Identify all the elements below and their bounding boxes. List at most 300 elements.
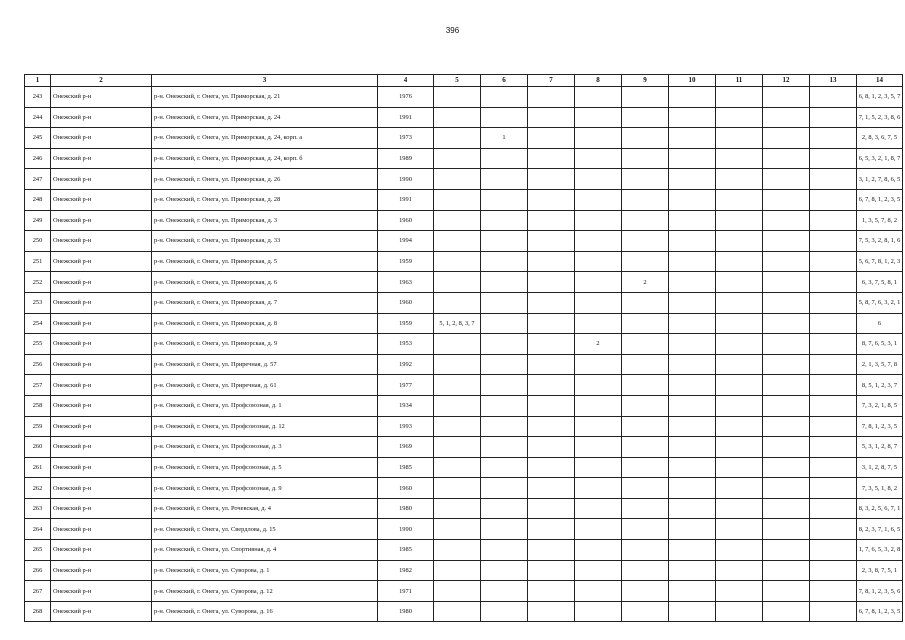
column-8-cell <box>575 560 622 581</box>
column-11-cell <box>716 251 763 272</box>
column-11-cell <box>716 210 763 231</box>
row-number: 261 <box>25 457 51 478</box>
year-cell: 1994 <box>378 231 434 252</box>
address-cell: р-н. Онежский, г. Онега, ул. Профсоюзная, д. 12 <box>152 416 378 437</box>
address-cell: р-н. Онежский, г. Онега, ул. Приморская, д. 3 <box>152 210 378 231</box>
column-header-8: 8 <box>575 75 622 87</box>
address-cell: р-н. Онежский, г. Онега, ул. Спортивная, д. 4 <box>152 540 378 561</box>
column-7-cell <box>528 313 575 334</box>
row-number: 260 <box>25 437 51 458</box>
column-header-11: 11 <box>716 75 763 87</box>
column-5-cell <box>434 416 481 437</box>
column-6-cell <box>481 251 528 272</box>
district-cell: Онежский р-н <box>51 581 152 602</box>
column-9-cell <box>622 148 669 169</box>
table-row <box>25 416 903 437</box>
column-6-cell <box>481 231 528 252</box>
column-9-cell <box>622 437 669 458</box>
column-6-cell: 1 <box>481 128 528 149</box>
column-7-cell <box>528 395 575 416</box>
column-6-cell <box>481 601 528 622</box>
column-5-cell <box>434 272 481 293</box>
row-number: 264 <box>25 519 51 540</box>
table-row <box>25 251 903 272</box>
column-13-cell <box>810 231 857 252</box>
year-cell: 1985 <box>378 457 434 478</box>
table-row <box>25 87 903 108</box>
column-8-cell <box>575 251 622 272</box>
column-9-cell <box>622 87 669 108</box>
column-6-cell <box>481 581 528 602</box>
column-10-cell <box>669 375 716 396</box>
row-number: 263 <box>25 498 51 519</box>
address-cell: р-н. Онежский, г. Онега, ул. Приморская, д. 24 <box>152 107 378 128</box>
district-cell: Онежский р-н <box>51 334 152 355</box>
column-11-cell <box>716 148 763 169</box>
column-12-cell <box>763 437 810 458</box>
address-cell: р-н. Онежский, г. Онега, ул. Приморская, д. 33 <box>152 231 378 252</box>
column-12-cell <box>763 148 810 169</box>
column-14-cell: 6, 8, 1, 2, 3, 5, 7 <box>857 87 903 108</box>
column-13-cell <box>810 581 857 602</box>
row-number: 247 <box>25 169 51 190</box>
column-5-cell <box>434 107 481 128</box>
row-number: 253 <box>25 292 51 313</box>
column-8-cell <box>575 601 622 622</box>
column-9-cell: 2 <box>622 272 669 293</box>
column-5-cell <box>434 292 481 313</box>
column-5-cell <box>434 231 481 252</box>
table-row <box>25 210 903 231</box>
column-10-cell <box>669 354 716 375</box>
year-cell: 1990 <box>378 519 434 540</box>
column-8-cell <box>575 395 622 416</box>
district-cell: Онежский р-н <box>51 189 152 210</box>
column-5-cell <box>434 189 481 210</box>
column-5-cell <box>434 540 481 561</box>
column-12-cell <box>763 169 810 190</box>
column-10-cell <box>669 334 716 355</box>
year-cell: 1934 <box>378 395 434 416</box>
column-header-4: 4 <box>378 75 434 87</box>
column-13-cell <box>810 128 857 149</box>
year-cell: 1991 <box>378 107 434 128</box>
header-row <box>25 75 903 87</box>
column-8-cell <box>575 210 622 231</box>
column-11-cell <box>716 395 763 416</box>
column-10-cell <box>669 581 716 602</box>
column-11-cell <box>716 437 763 458</box>
column-10-cell <box>669 292 716 313</box>
district-cell: Онежский р-н <box>51 107 152 128</box>
page-number: 396 <box>445 26 460 35</box>
column-10-cell <box>669 437 716 458</box>
address-cell: р-н. Онежский, г. Онега, ул. Суворова, д. 12 <box>152 581 378 602</box>
column-11-cell <box>716 87 763 108</box>
table-row <box>25 519 903 540</box>
address-cell: р-н. Онежский, г. Онега, ул. Суворова, д. 16 <box>152 601 378 622</box>
table-row <box>25 395 903 416</box>
column-7-cell <box>528 251 575 272</box>
column-header-3: 3 <box>152 75 378 87</box>
row-number: 266 <box>25 560 51 581</box>
row-number: 246 <box>25 148 51 169</box>
column-14-cell: 6, 5, 3, 2, 1, 8, 7 <box>857 148 903 169</box>
column-8-cell <box>575 292 622 313</box>
column-8-cell <box>575 148 622 169</box>
column-9-cell <box>622 189 669 210</box>
column-6-cell <box>481 354 528 375</box>
column-10-cell <box>669 272 716 293</box>
column-5-cell <box>434 334 481 355</box>
column-8-cell <box>575 128 622 149</box>
column-6-cell <box>481 416 528 437</box>
column-14-cell: 6, 3, 7, 5, 8, 1 <box>857 272 903 293</box>
column-7-cell <box>528 148 575 169</box>
housing-table <box>24 74 903 622</box>
district-cell: Онежский р-н <box>51 148 152 169</box>
row-number: 244 <box>25 107 51 128</box>
column-6-cell <box>481 334 528 355</box>
year-cell: 1991 <box>378 189 434 210</box>
column-5-cell <box>434 87 481 108</box>
column-7-cell <box>528 231 575 252</box>
district-cell: Онежский р-н <box>51 498 152 519</box>
column-13-cell <box>810 354 857 375</box>
column-10-cell <box>669 87 716 108</box>
row-number: 245 <box>25 128 51 149</box>
column-9-cell <box>622 231 669 252</box>
table-row <box>25 581 903 602</box>
column-7-cell <box>528 416 575 437</box>
column-8-cell <box>575 107 622 128</box>
column-7-cell <box>528 498 575 519</box>
column-7-cell <box>528 292 575 313</box>
column-8-cell <box>575 519 622 540</box>
column-7-cell <box>528 519 575 540</box>
column-9-cell <box>622 540 669 561</box>
column-6-cell <box>481 169 528 190</box>
table-row <box>25 601 903 622</box>
column-10-cell <box>669 107 716 128</box>
year-cell: 1993 <box>378 416 434 437</box>
column-10-cell <box>669 251 716 272</box>
district-cell: Онежский р-н <box>51 313 152 334</box>
address-cell: р-н. Онежский, г. Онега, ул. Рочевская, д. 4 <box>152 498 378 519</box>
column-14-cell: 8, 7, 6, 5, 3, 1 <box>857 334 903 355</box>
column-13-cell <box>810 189 857 210</box>
address-cell: р-н. Онежский, г. Онега, ул. Приморская, д. 26 <box>152 169 378 190</box>
row-number: 256 <box>25 354 51 375</box>
column-7-cell <box>528 540 575 561</box>
column-12-cell <box>763 210 810 231</box>
row-number: 268 <box>25 601 51 622</box>
address-cell: р-н. Онежский, г. Онега, ул. Приморская, д. 6 <box>152 272 378 293</box>
address-cell: р-н. Онежский, г. Онега, ул. Свердлова, д. 15 <box>152 519 378 540</box>
row-number: 248 <box>25 189 51 210</box>
column-9-cell <box>622 313 669 334</box>
table-row <box>25 313 903 334</box>
column-12-cell <box>763 540 810 561</box>
year-cell: 1982 <box>378 560 434 581</box>
column-13-cell <box>810 251 857 272</box>
district-cell: Онежский р-н <box>51 292 152 313</box>
column-6-cell <box>481 498 528 519</box>
column-5-cell: 5, 1, 2, 8, 3, 7 <box>434 313 481 334</box>
column-10-cell <box>669 457 716 478</box>
address-cell: р-н. Онежский, г. Онега, ул. Приречная, д. 57 <box>152 354 378 375</box>
column-14-cell: 7, 1, 5, 2, 3, 8, 6 <box>857 107 903 128</box>
year-cell: 1953 <box>378 334 434 355</box>
column-6-cell <box>481 375 528 396</box>
row-number: 243 <box>25 87 51 108</box>
column-9-cell <box>622 560 669 581</box>
column-9-cell <box>622 519 669 540</box>
district-cell: Онежский р-н <box>51 375 152 396</box>
column-10-cell <box>669 395 716 416</box>
column-header-10: 10 <box>669 75 716 87</box>
table-row <box>25 292 903 313</box>
column-6-cell <box>481 210 528 231</box>
column-11-cell <box>716 107 763 128</box>
table-row <box>25 437 903 458</box>
column-11-cell <box>716 272 763 293</box>
column-7-cell <box>528 334 575 355</box>
column-9-cell <box>622 395 669 416</box>
column-13-cell <box>810 169 857 190</box>
column-6-cell <box>481 437 528 458</box>
column-8-cell <box>575 437 622 458</box>
row-number: 254 <box>25 313 51 334</box>
table-row <box>25 128 903 149</box>
column-header-1: 1 <box>25 75 51 87</box>
column-5-cell <box>434 560 481 581</box>
column-13-cell <box>810 210 857 231</box>
column-header-7: 7 <box>528 75 575 87</box>
column-11-cell <box>716 601 763 622</box>
column-13-cell <box>810 560 857 581</box>
year-cell: 1960 <box>378 210 434 231</box>
year-cell: 1963 <box>378 272 434 293</box>
column-9-cell <box>622 375 669 396</box>
column-7-cell <box>528 128 575 149</box>
column-5-cell <box>434 128 481 149</box>
column-13-cell <box>810 148 857 169</box>
district-cell: Онежский р-н <box>51 416 152 437</box>
column-12-cell <box>763 457 810 478</box>
column-14-cell: 1, 7, 6, 5, 3, 2, 8 <box>857 540 903 561</box>
year-cell: 1960 <box>378 292 434 313</box>
district-cell: Онежский р-н <box>51 272 152 293</box>
column-9-cell <box>622 107 669 128</box>
column-12-cell <box>763 375 810 396</box>
column-10-cell <box>669 128 716 149</box>
column-10-cell <box>669 601 716 622</box>
column-11-cell <box>716 128 763 149</box>
column-6-cell <box>481 313 528 334</box>
column-11-cell <box>716 478 763 499</box>
district-cell: Онежский р-н <box>51 128 152 149</box>
column-7-cell <box>528 87 575 108</box>
column-7-cell <box>528 272 575 293</box>
column-13-cell <box>810 272 857 293</box>
column-header-13: 13 <box>810 75 857 87</box>
column-13-cell <box>810 437 857 458</box>
column-13-cell <box>810 478 857 499</box>
column-12-cell <box>763 478 810 499</box>
table-row <box>25 354 903 375</box>
column-8-cell <box>575 313 622 334</box>
column-12-cell <box>763 334 810 355</box>
column-12-cell <box>763 601 810 622</box>
column-5-cell <box>434 148 481 169</box>
address-cell: р-н. Онежский, г. Онега, ул. Приморская, д. 28 <box>152 189 378 210</box>
column-7-cell <box>528 601 575 622</box>
column-7-cell <box>528 560 575 581</box>
column-header-2: 2 <box>51 75 152 87</box>
table-row <box>25 334 903 355</box>
table-row <box>25 540 903 561</box>
column-12-cell <box>763 416 810 437</box>
column-12-cell <box>763 128 810 149</box>
year-cell: 1985 <box>378 540 434 561</box>
column-header-5: 5 <box>434 75 481 87</box>
column-14-cell: 2, 3, 8, 7, 5, 1 <box>857 560 903 581</box>
address-cell: р-н. Онежский, г. Онега, ул. Профсоюзная, д. 5 <box>152 457 378 478</box>
district-cell: Онежский р-н <box>51 87 152 108</box>
table-row <box>25 107 903 128</box>
column-11-cell <box>716 375 763 396</box>
column-14-cell: 5, 8, 7, 6, 3, 2, 1 <box>857 292 903 313</box>
column-7-cell <box>528 354 575 375</box>
address-cell: р-н. Онежский, г. Онега, ул. Приморская, д. 8 <box>152 313 378 334</box>
address-cell: р-н. Онежский, г. Онега, ул. Профсоюзная, д. 9 <box>152 478 378 499</box>
column-7-cell <box>528 478 575 499</box>
column-13-cell <box>810 375 857 396</box>
column-9-cell <box>622 457 669 478</box>
column-12-cell <box>763 395 810 416</box>
column-12-cell <box>763 292 810 313</box>
column-11-cell <box>716 498 763 519</box>
column-header-12: 12 <box>763 75 810 87</box>
district-cell: Онежский р-н <box>51 210 152 231</box>
column-7-cell <box>528 107 575 128</box>
column-14-cell: 2, 8, 3, 6, 7, 5 <box>857 128 903 149</box>
column-11-cell <box>716 581 763 602</box>
column-14-cell: 3, 1, 2, 8, 7, 5 <box>857 457 903 478</box>
column-11-cell <box>716 292 763 313</box>
column-7-cell <box>528 457 575 478</box>
column-12-cell <box>763 231 810 252</box>
year-cell: 1971 <box>378 581 434 602</box>
table-row <box>25 272 903 293</box>
year-cell: 1992 <box>378 354 434 375</box>
district-cell: Онежский р-н <box>51 169 152 190</box>
column-7-cell <box>528 581 575 602</box>
column-7-cell <box>528 169 575 190</box>
column-6-cell <box>481 107 528 128</box>
column-13-cell <box>810 292 857 313</box>
row-number: 258 <box>25 395 51 416</box>
address-cell: р-н. Онежский, г. Онега, ул. Профсоюзная, д. 1 <box>152 395 378 416</box>
column-7-cell <box>528 210 575 231</box>
column-9-cell <box>622 292 669 313</box>
column-12-cell <box>763 498 810 519</box>
column-8-cell <box>575 498 622 519</box>
column-8-cell <box>575 478 622 499</box>
row-number: 252 <box>25 272 51 293</box>
column-8-cell <box>575 87 622 108</box>
column-9-cell <box>622 354 669 375</box>
year-cell: 1980 <box>378 601 434 622</box>
year-cell: 1959 <box>378 313 434 334</box>
column-14-cell: 7, 5, 3, 2, 8, 1, 6 <box>857 231 903 252</box>
column-14-cell: 8, 3, 2, 5, 6, 7, 1 <box>857 498 903 519</box>
column-11-cell <box>716 189 763 210</box>
row-number: 257 <box>25 375 51 396</box>
district-cell: Онежский р-н <box>51 251 152 272</box>
column-10-cell <box>669 478 716 499</box>
address-cell: р-н. Онежский, г. Онега, ул. Профсоюзная, д. 3 <box>152 437 378 458</box>
column-6-cell <box>481 272 528 293</box>
column-14-cell: 1, 3, 5, 7, 8, 2 <box>857 210 903 231</box>
table-body <box>25 87 903 622</box>
table-row <box>25 498 903 519</box>
address-cell: р-н. Онежский, г. Онега, ул. Приморская, д. 24, корп. б <box>152 148 378 169</box>
address-cell: р-н. Онежский, г. Онега, ул. Приморская, д. 9 <box>152 334 378 355</box>
column-5-cell <box>434 354 481 375</box>
column-10-cell <box>669 210 716 231</box>
column-12-cell <box>763 272 810 293</box>
column-10-cell <box>669 560 716 581</box>
column-6-cell <box>481 189 528 210</box>
table-row <box>25 375 903 396</box>
column-10-cell <box>669 498 716 519</box>
column-8-cell <box>575 189 622 210</box>
column-9-cell <box>622 128 669 149</box>
column-6-cell <box>481 519 528 540</box>
district-cell: Онежский р-н <box>51 519 152 540</box>
column-13-cell <box>810 519 857 540</box>
column-7-cell <box>528 375 575 396</box>
column-11-cell <box>716 231 763 252</box>
column-12-cell <box>763 251 810 272</box>
district-cell: Онежский р-н <box>51 231 152 252</box>
address-cell: р-н. Онежский, г. Онега, ул. Приморская, д. 5 <box>152 251 378 272</box>
column-14-cell: 6, 7, 8, 1, 2, 3, 5 <box>857 189 903 210</box>
column-5-cell <box>434 498 481 519</box>
column-9-cell <box>622 498 669 519</box>
column-8-cell <box>575 231 622 252</box>
column-6-cell <box>481 540 528 561</box>
column-14-cell: 6, 7, 8, 1, 2, 3, 5 <box>857 601 903 622</box>
table-row <box>25 148 903 169</box>
column-8-cell <box>575 416 622 437</box>
column-9-cell <box>622 581 669 602</box>
column-9-cell <box>622 169 669 190</box>
column-6-cell <box>481 292 528 313</box>
year-cell: 1980 <box>378 498 434 519</box>
column-11-cell <box>716 313 763 334</box>
column-5-cell <box>434 375 481 396</box>
column-9-cell <box>622 334 669 355</box>
district-cell: Онежский р-н <box>51 601 152 622</box>
column-10-cell <box>669 540 716 561</box>
column-14-cell: 8, 2, 3, 7, 1, 6, 5 <box>857 519 903 540</box>
column-8-cell <box>575 169 622 190</box>
column-12-cell <box>763 354 810 375</box>
column-13-cell <box>810 498 857 519</box>
